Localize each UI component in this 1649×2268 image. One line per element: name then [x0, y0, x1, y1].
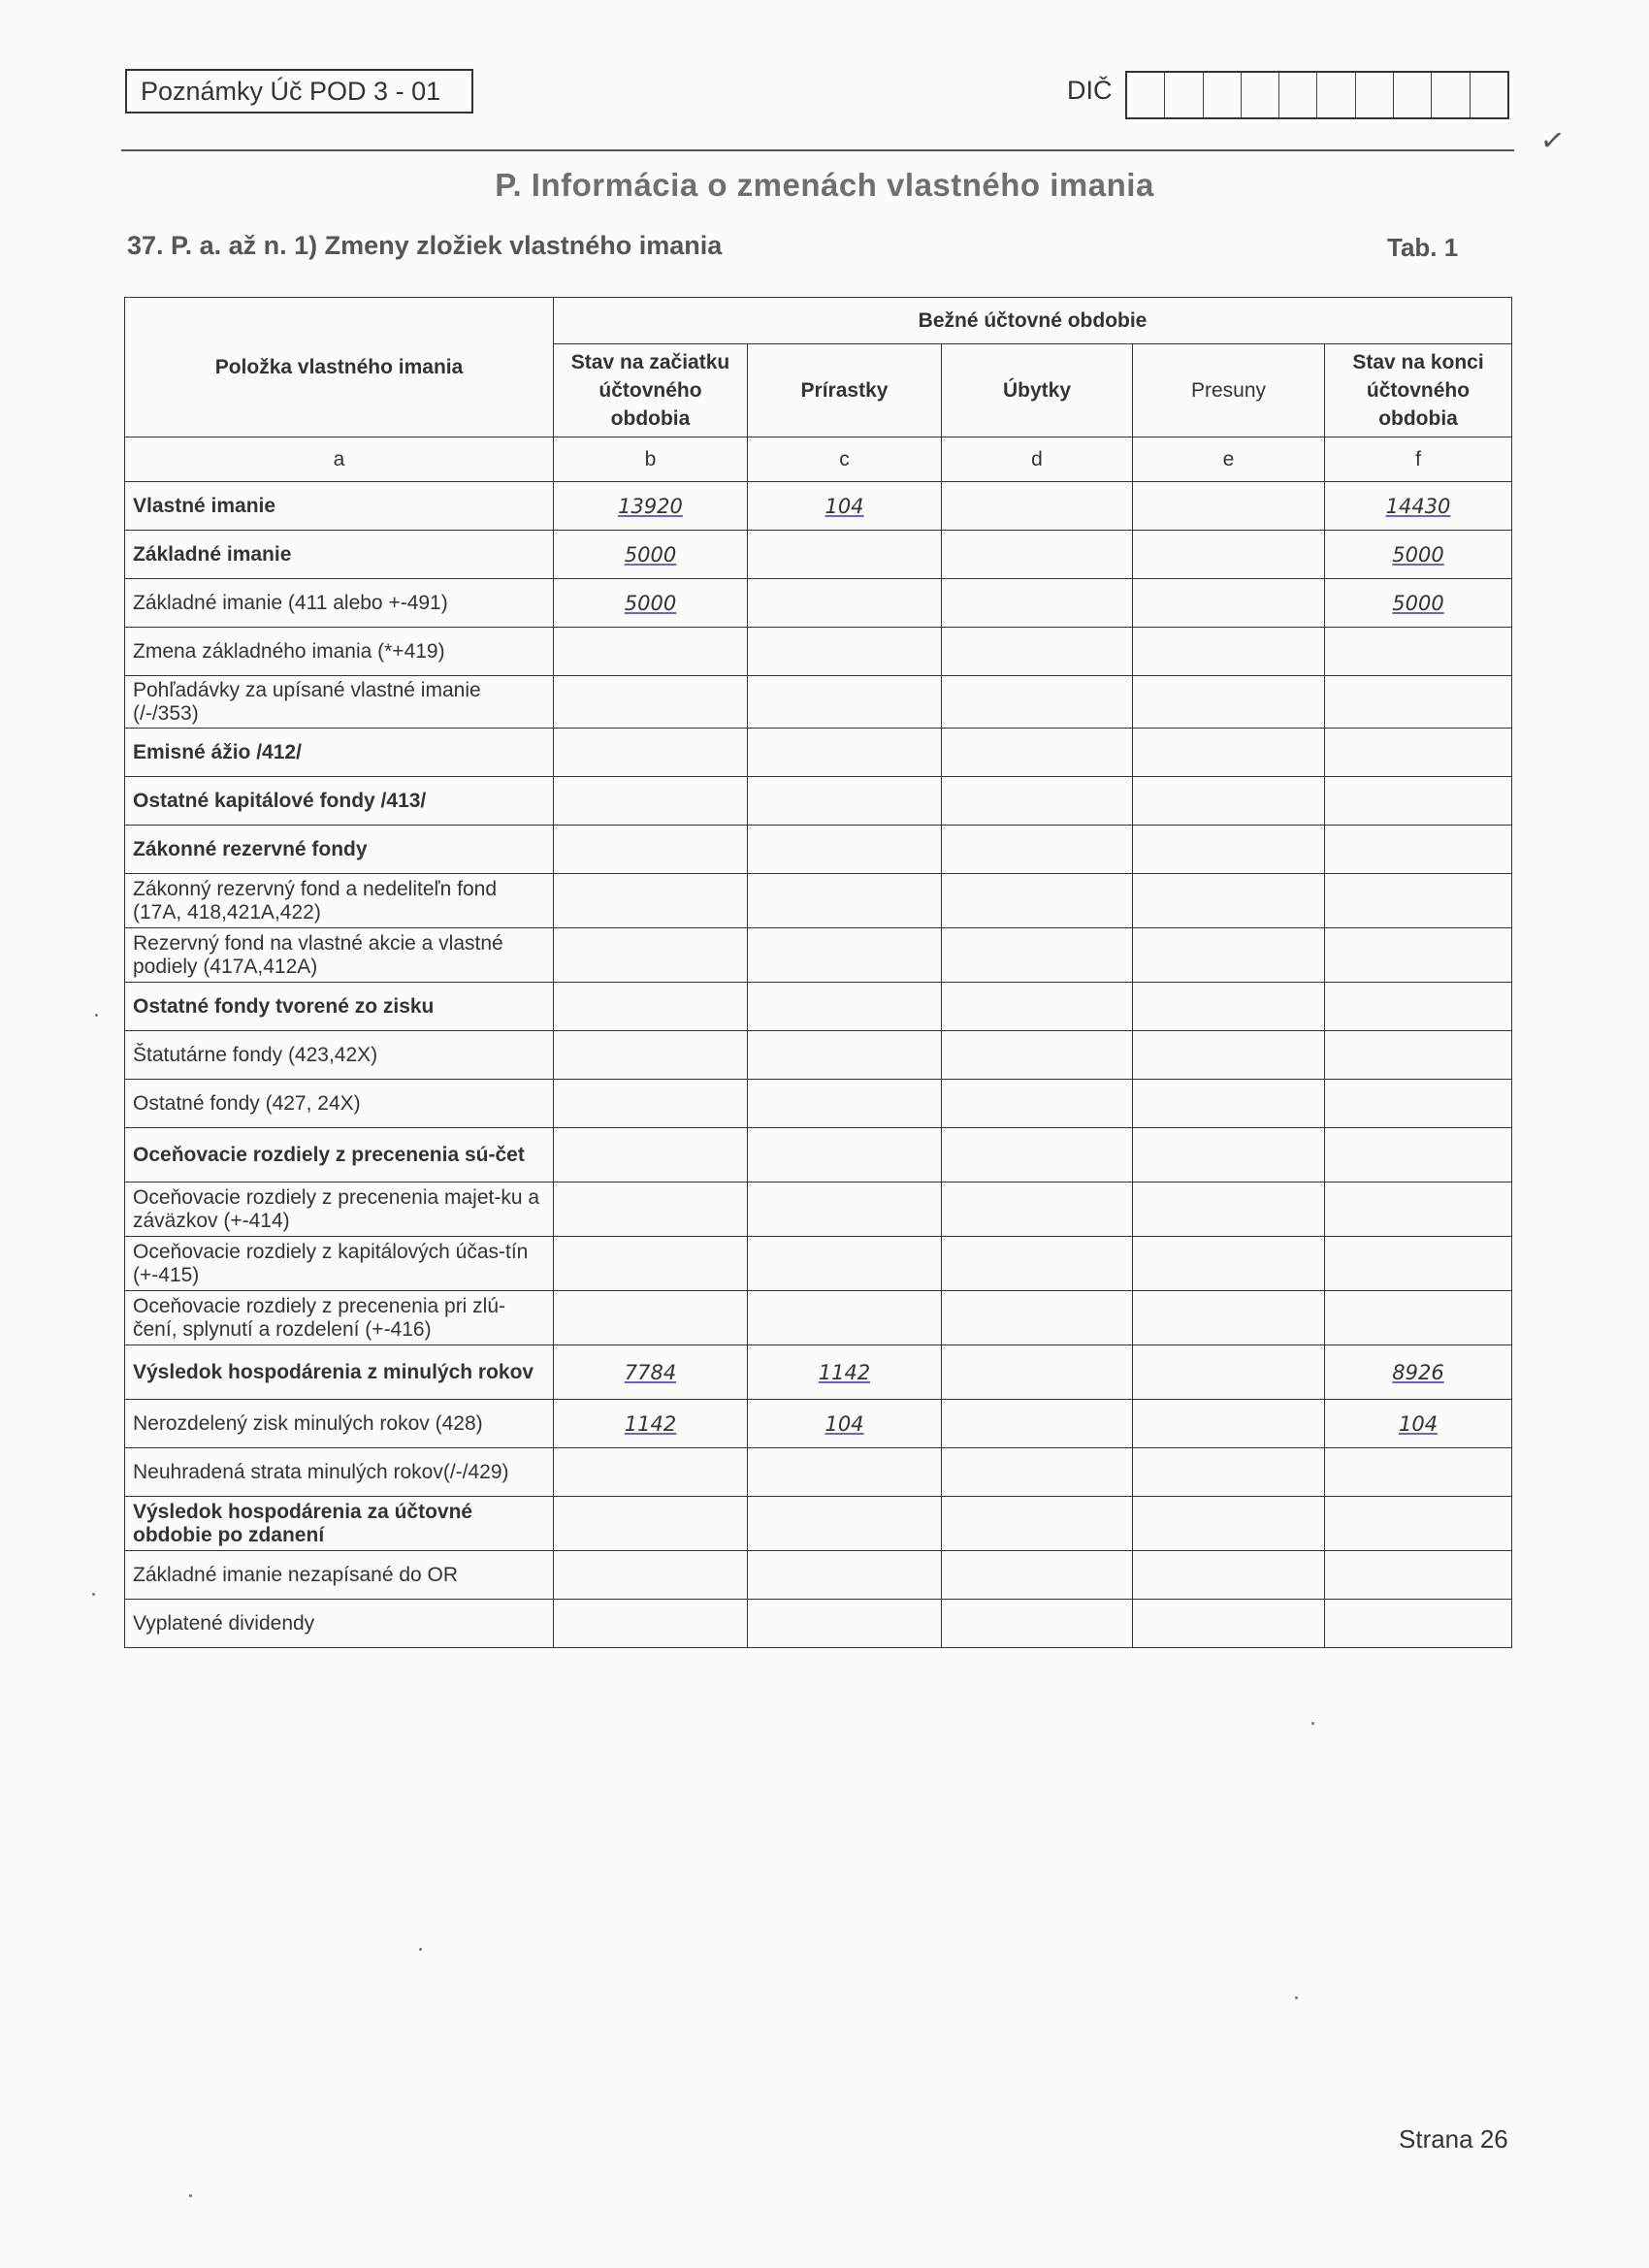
cell-d [942, 579, 1133, 628]
cell-c [748, 826, 942, 874]
dic-digit-box [1471, 73, 1507, 117]
cell-e [1133, 1031, 1325, 1080]
cell-c [748, 1600, 942, 1648]
cell-f [1325, 983, 1512, 1031]
cell-b [554, 1448, 748, 1497]
cell-e [1133, 1400, 1325, 1448]
cell-d [942, 983, 1133, 1031]
table-row [125, 1183, 1512, 1237]
cell-c: 1142 [748, 1345, 942, 1400]
cell-d [942, 1551, 1133, 1600]
dic-digit-box [1204, 73, 1242, 117]
table-row [125, 579, 1512, 628]
table-row [125, 676, 1512, 729]
dic-label: DIČ [1067, 76, 1113, 105]
row-label: Neuhradená strata minulých rokov(/-/429) [125, 1448, 554, 1497]
row-label: Zmena základného imania (*+419) [125, 628, 554, 676]
cell-f [1325, 1448, 1512, 1497]
cell-f [1325, 1031, 1512, 1080]
page-number: Strana 26 [1399, 2124, 1508, 2154]
cell-f [1325, 1551, 1512, 1600]
cell-f [1325, 628, 1512, 676]
cell-d [942, 729, 1133, 777]
header-col-e: Presuny [1133, 344, 1325, 437]
cell-f [1325, 729, 1512, 777]
cell-c [748, 1080, 942, 1128]
table-row [125, 1128, 1512, 1183]
checkmark-icon: ✓ [1537, 123, 1568, 159]
cell-d [942, 482, 1133, 531]
cell-f [1325, 1237, 1512, 1291]
cell-b [554, 928, 748, 983]
column-letter: b [554, 437, 748, 482]
cell-f [1325, 1128, 1512, 1183]
cell-e [1133, 826, 1325, 874]
dic-digit-box [1279, 73, 1317, 117]
cell-f [1325, 1080, 1512, 1128]
dic-digit-box [1165, 73, 1203, 117]
cell-e [1133, 1600, 1325, 1648]
header-divider [121, 149, 1514, 151]
cell-c [748, 928, 942, 983]
cell-f [1325, 928, 1512, 983]
header-col-c: Prírastky [748, 344, 942, 437]
column-letter: c [748, 437, 942, 482]
table-row [125, 1497, 1512, 1551]
table-row [125, 531, 1512, 579]
cell-e [1133, 482, 1325, 531]
cell-f [1325, 1600, 1512, 1648]
cell-d [942, 874, 1133, 928]
cell-b [554, 676, 748, 729]
cell-c [748, 1237, 942, 1291]
cell-b [554, 983, 748, 1031]
cell-d [942, 1400, 1133, 1448]
cell-c [748, 676, 942, 729]
cell-e [1133, 729, 1325, 777]
row-label: Štatutárne fondy (423,42X) [125, 1031, 554, 1080]
cell-c: 104 [748, 482, 942, 531]
cell-c [748, 1551, 942, 1600]
cell-b [554, 1183, 748, 1237]
cell-b [554, 1080, 748, 1128]
row-label: Výsledok hospodárenia z minulých rokov [125, 1345, 554, 1400]
row-label: Pohľadávky za upísané vlastné imanie (/-/353) [125, 676, 554, 729]
cell-c [748, 579, 942, 628]
cell-d [942, 1128, 1133, 1183]
cell-b [554, 826, 748, 874]
cell-e [1133, 777, 1325, 826]
cell-d [942, 1600, 1133, 1648]
row-label: Nerozdelený zisk minulých rokov (428) [125, 1400, 554, 1448]
cell-e [1133, 628, 1325, 676]
cell-c [748, 1291, 942, 1345]
cell-e [1133, 579, 1325, 628]
row-label: Vyplatené dividendy [125, 1600, 554, 1648]
row-label: Základné imanie [125, 531, 554, 579]
cell-d [942, 676, 1133, 729]
dic-input-boxes [1125, 71, 1509, 119]
cell-c [748, 874, 942, 928]
dic-digit-box [1394, 73, 1432, 117]
cell-c [748, 628, 942, 676]
row-label: Zákonné rezervné fondy [125, 826, 554, 874]
cell-d [942, 928, 1133, 983]
cell-f [1325, 1497, 1512, 1551]
cell-c [748, 1128, 942, 1183]
table-label: Tab. 1 [1387, 233, 1459, 262]
cell-c [748, 1031, 942, 1080]
cell-f [1325, 1183, 1512, 1237]
row-label: Ostatné kapitálové fondy /413/ [125, 777, 554, 826]
cell-f [1325, 1291, 1512, 1345]
cell-c [748, 1448, 942, 1497]
cell-d [942, 1183, 1133, 1237]
dic-digit-box [1432, 73, 1470, 117]
cell-c [748, 729, 942, 777]
row-label: Emisné ážio /412/ [125, 729, 554, 777]
cell-e [1133, 928, 1325, 983]
cell-e [1133, 1497, 1325, 1551]
cell-e [1133, 676, 1325, 729]
cell-b [554, 1497, 748, 1551]
cell-b [554, 1600, 748, 1648]
row-label: Výsledok hospodárenia za účtovné obdobie po zdanení [125, 1497, 554, 1551]
table-row [125, 1291, 1512, 1345]
cell-c [748, 1183, 942, 1237]
cell-f [1325, 676, 1512, 729]
cell-e [1133, 1345, 1325, 1400]
cell-b [554, 874, 748, 928]
table-row [125, 1237, 1512, 1291]
cell-c [748, 1497, 942, 1551]
cell-b [554, 628, 748, 676]
table-row [125, 482, 1512, 531]
form-code-box: Poznámky Úč POD 3 - 01 [125, 69, 473, 113]
table-row [125, 983, 1512, 1031]
table-row [125, 1080, 1512, 1128]
cell-f: 5000 [1325, 531, 1512, 579]
section-title: P. Informácia o zmenách vlastného imania [495, 167, 1154, 203]
header-period: Bežné účtovné obdobie [554, 298, 1512, 344]
scan-speck [419, 1948, 422, 1951]
cell-d [942, 628, 1133, 676]
scan-speck [92, 1593, 95, 1596]
cell-f: 8926 [1325, 1345, 1512, 1400]
cell-e [1133, 1183, 1325, 1237]
column-letter-row [125, 437, 1512, 482]
row-label: Rezervný fond na vlastné akcie a vlastné podiely (417A,412A) [125, 928, 554, 983]
cell-f [1325, 777, 1512, 826]
cell-d [942, 777, 1133, 826]
header-item: Položka vlastného imania [125, 298, 554, 437]
cell-e [1133, 531, 1325, 579]
header-col-b: Stav na začiatku účtovného obdobia [554, 344, 748, 437]
cell-e [1133, 1448, 1325, 1497]
cell-b: 5000 [554, 579, 748, 628]
cell-b [554, 1551, 748, 1600]
row-label: Ostatné fondy (427, 24X) [125, 1080, 554, 1128]
cell-c [748, 531, 942, 579]
cell-e [1133, 1237, 1325, 1291]
scan-speck [1311, 1722, 1314, 1725]
row-label: Oceňovacie rozdiely z precenenia pri zlú-čení, splynutí a rozdelení (+-416) [125, 1291, 554, 1345]
dic-digit-box [1356, 73, 1394, 117]
column-letter: e [1133, 437, 1325, 482]
row-label: Ostatné fondy tvorené zo zisku [125, 983, 554, 1031]
table-row [125, 1448, 1512, 1497]
table-row [125, 874, 1512, 928]
dic-digit-box [1317, 73, 1355, 117]
cell-b: 13920 [554, 482, 748, 531]
table-row [125, 729, 1512, 777]
scan-speck [95, 1014, 98, 1017]
column-letter: a [125, 437, 554, 482]
cell-b [554, 777, 748, 826]
scan-speck [189, 2194, 192, 2197]
cell-e [1133, 874, 1325, 928]
cell-c: 104 [748, 1400, 942, 1448]
cell-d [942, 1291, 1133, 1345]
cell-c [748, 983, 942, 1031]
cell-f: 104 [1325, 1400, 1512, 1448]
table-subtitle: 37. P. a. až n. 1) Zmeny zložiek vlastného imania [127, 231, 723, 260]
cell-b: 5000 [554, 531, 748, 579]
cell-d [942, 1345, 1133, 1400]
row-label: Oceňovacie rozdiely z kapitálových účas-tín (+-415) [125, 1237, 554, 1291]
cell-e [1133, 1080, 1325, 1128]
table-row [125, 1551, 1512, 1600]
row-label: Základné imanie nezapísané do OR [125, 1551, 554, 1600]
column-letter: f [1325, 437, 1512, 482]
cell-b: 1142 [554, 1400, 748, 1448]
cell-b [554, 729, 748, 777]
cell-b: 7784 [554, 1345, 748, 1400]
row-label: Vlastné imanie [125, 482, 554, 531]
cell-c [748, 777, 942, 826]
cell-d [942, 826, 1133, 874]
header-col-f: Stav na konci účtovného obdobia [1325, 344, 1512, 437]
row-label: Zákonný rezervný fond a nedeliteľn fond (17A, 418,421A,422) [125, 874, 554, 928]
cell-d [942, 1448, 1133, 1497]
scan-speck [1295, 1996, 1298, 1999]
cell-f: 14430 [1325, 482, 1512, 531]
table-row [125, 628, 1512, 676]
table-row [125, 928, 1512, 983]
cell-b [554, 1291, 748, 1345]
cell-b [554, 1031, 748, 1080]
cell-d [942, 1080, 1133, 1128]
cell-f: 5000 [1325, 579, 1512, 628]
row-label: Základné imanie (411 alebo +-491) [125, 579, 554, 628]
row-label: Oceňovacie rozdiely z precenenia sú-čet [125, 1128, 554, 1183]
cell-d [942, 531, 1133, 579]
table-row [125, 1400, 1512, 1448]
cell-d [942, 1497, 1133, 1551]
cell-d [942, 1237, 1133, 1291]
cell-e [1133, 1551, 1325, 1600]
cell-d [942, 1031, 1133, 1080]
table-row [125, 1345, 1512, 1400]
cell-f [1325, 874, 1512, 928]
row-label: Oceňovacie rozdiely z precenenia majet-ku a záväzkov (+-414) [125, 1183, 554, 1237]
table-row [125, 1031, 1512, 1080]
header-col-d: Úbytky [942, 344, 1133, 437]
cell-e [1133, 1128, 1325, 1183]
dic-digit-box [1242, 73, 1279, 117]
table-row [125, 1600, 1512, 1648]
table-row [125, 777, 1512, 826]
table-row [125, 826, 1512, 874]
cell-e [1133, 1291, 1325, 1345]
cell-b [554, 1128, 748, 1183]
dic-digit-box [1127, 73, 1165, 117]
cell-f [1325, 826, 1512, 874]
cell-b [554, 1237, 748, 1291]
equity-changes-table [124, 297, 1512, 1648]
column-letter: d [942, 437, 1133, 482]
cell-e [1133, 983, 1325, 1031]
